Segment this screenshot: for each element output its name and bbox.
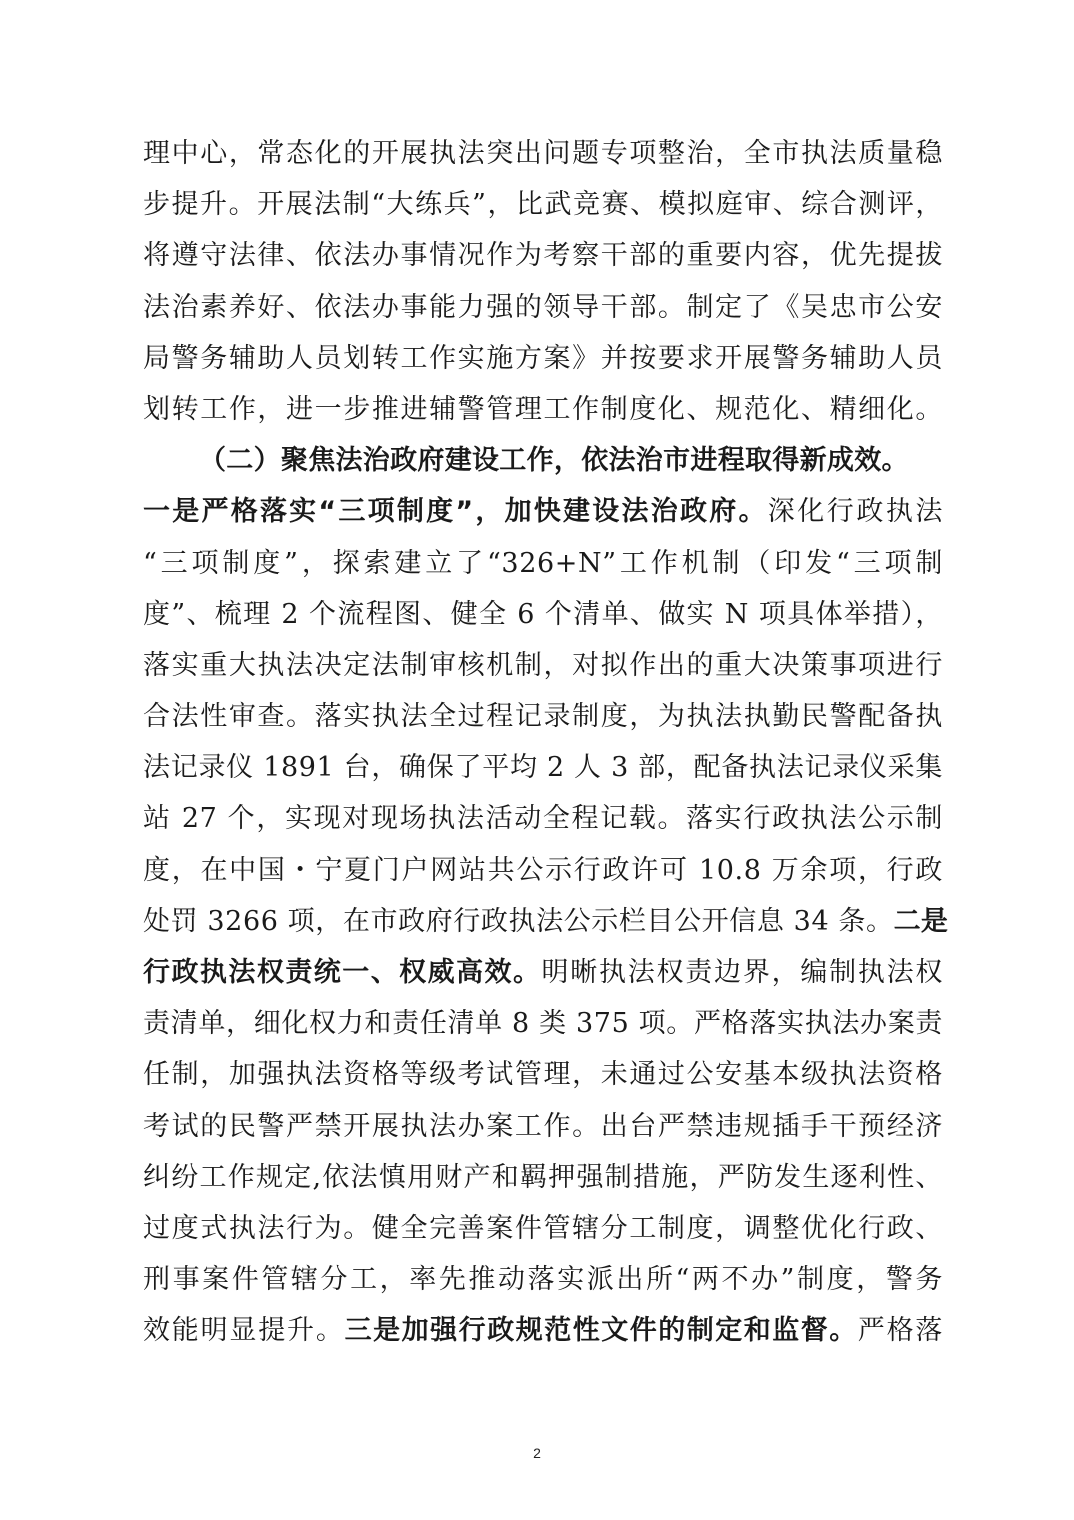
text-line: 度”、梳理 2 个流程图、健全 6 个清单、做实 N 项具体举措）， [143,598,943,630]
text-line: 局警务辅助人员划转工作实施方案》并按要求开展警务辅助人员 [143,342,943,374]
text-line: “三项制度”，探索建立了“326+N”工作机制（印发“三项制 [143,547,943,579]
subheading-two-end: 行政执法权责统一、权威高效。 [143,957,542,988]
text-line: 站 27 个，实现对现场执法活动全程记载。落实行政执法公示制 [143,803,943,835]
section-heading: （二）聚焦法治政府建设工作，依法治市进程取得新成效。 [199,445,909,477]
page-number: 2 [533,1445,541,1461]
text-span: 严格落 [857,1315,943,1347]
text-line [143,486,943,537]
text-line [143,1305,943,1356]
text-line: 刑事案件管辖分工，率先推动落实派出所“两不办”制度，警务 [143,1264,943,1296]
subheading-three: 三是加强行政规范性文件的制定和监督。 [344,1315,858,1347]
text-line: 法治素养好、依法办事能力强的领导干部。制定了《吴忠市公安 [143,291,943,323]
text-line [143,896,949,947]
text-line: 考试的民警严禁开展执法办案工作。出台严禁违规插手干预经济 [143,1110,943,1142]
text-line: 过度式执法行为。健全完善案件管辖分工制度，调整优化行政、 [143,1212,943,1244]
text-span: 明晰执法权责边界，编制执法权 [541,957,943,988]
subheading-one: 一是严格落实“三项制度”，加快建设法治政府。 [143,496,768,528]
text-line: 纠纷工作规定,依法慎用财产和羁押强制措施，严防发生逐利性、 [143,1161,943,1193]
document-body [143,128,949,1357]
text-line: 任制，加强执法资格等级考试管理，未通过公安基本级执法资格 [143,1059,943,1091]
text-line: 落实重大执法决定法制审核机制，对拟作出的重大决策事项进行 [143,649,943,681]
text-line: 责清单，细化权力和责任清单 8 类 375 项。严格落实执法办案责 [143,1008,943,1040]
text-line [143,947,943,998]
text-span: 处罚 3266 项，在市政府行政执法公示栏目公开信息 34 条。 [143,905,894,937]
text-line: 划转工作，进一步推进辅警管理工作制度化、规范化、精细化。 [143,393,943,425]
text-span: 效能明显提升。 [143,1315,345,1347]
text-line: 步提升。开展法制“大练兵”，比武竞赛、模拟庭审、综合测评， [143,189,943,221]
text-line: 合法性审查。落实执法全过程记录制度，为执法执勤民警配备执 [143,701,943,733]
text-line: 理中心，常态化的开展执法突出问题专项整治，全市执法质量稳 [143,138,943,169]
subheading-two-start: 二是 [893,905,949,937]
text-line: 将遵守法律、依法办事情况作为考察干部的重要内容，优先提拔 [143,240,943,272]
text-span: 深化行政执法 [767,496,943,528]
text-line: 度，在中国・宁夏门户网站共公示行政许可 10.8 万余项，行政 [143,854,943,886]
text-line: 法记录仪 1891 台，确保了平均 2 人 3 部，配备执法记录仪采集 [143,752,943,784]
